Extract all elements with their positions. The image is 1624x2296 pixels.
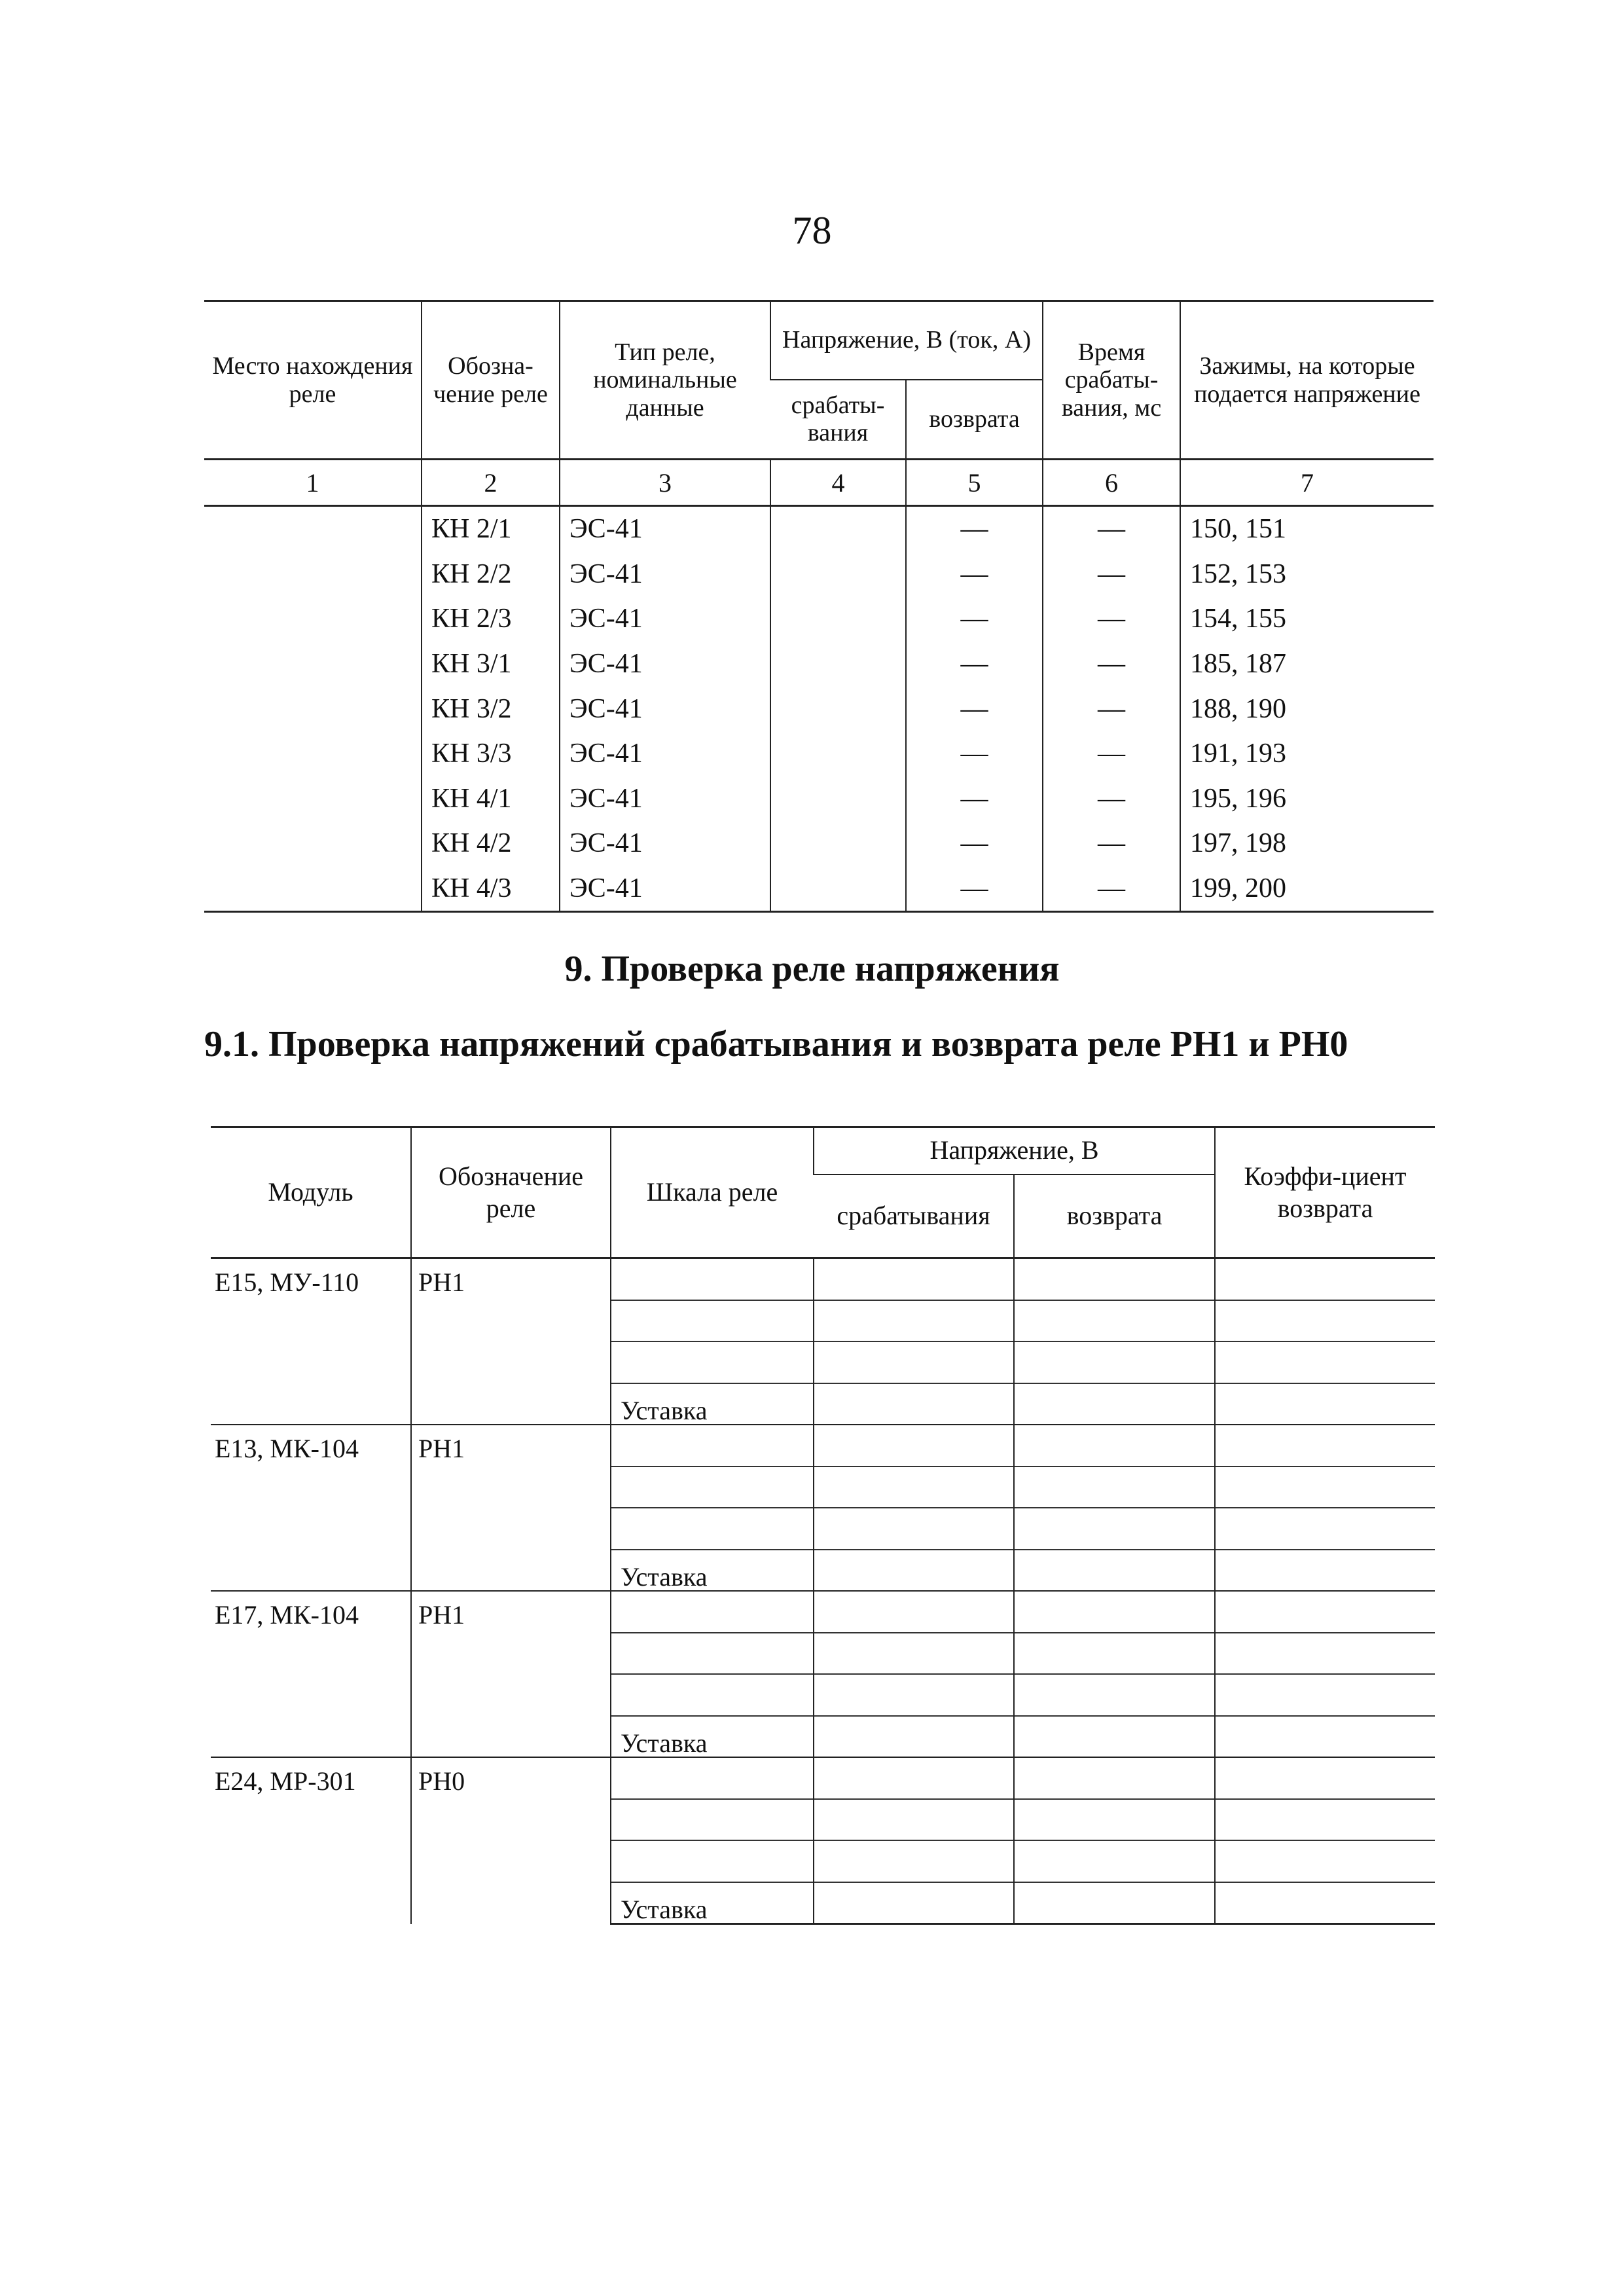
relay-type-cell: ЭС-41 xyxy=(560,686,770,731)
return-cell xyxy=(1014,1550,1215,1592)
header-terminals: Зажимы, на которые подается напряжение xyxy=(1180,301,1434,460)
return-cell xyxy=(1014,1840,1215,1882)
column-number: 7 xyxy=(1180,460,1434,506)
header-pickup: срабаты-вания xyxy=(770,380,906,460)
return-cell: — xyxy=(906,731,1043,776)
coefficient-cell xyxy=(1215,1300,1435,1342)
location-cell xyxy=(204,866,422,912)
pickup-cell xyxy=(814,1591,1014,1633)
designation-cell: КН 3/1 xyxy=(422,642,560,687)
designation-cell: КН 4/1 xyxy=(422,776,560,822)
pickup-cell xyxy=(814,1341,1014,1383)
return-cell xyxy=(1014,1425,1215,1467)
time-cell: — xyxy=(1043,776,1180,822)
coefficient-cell xyxy=(1215,1716,1435,1758)
pickup-cell xyxy=(814,1840,1014,1882)
pickup-cell xyxy=(814,1799,1014,1841)
column-number: 2 xyxy=(422,460,560,506)
scale-cell xyxy=(611,1300,814,1342)
header-designation: Обозначение реле xyxy=(411,1127,611,1258)
relay-designation-cell: РН1 xyxy=(411,1425,611,1591)
column-number: 5 xyxy=(906,460,1043,506)
module-cell: Е13, МК-104 xyxy=(211,1425,411,1591)
return-cell: — xyxy=(906,596,1043,642)
terminals-cell: 152, 153 xyxy=(1180,552,1434,597)
terminals-cell: 195, 196 xyxy=(1180,776,1434,822)
pickup-cell xyxy=(814,1882,1014,1924)
return-cell: — xyxy=(906,552,1043,597)
pickup-cell xyxy=(814,1508,1014,1550)
designation-cell: КН 2/2 xyxy=(422,552,560,597)
designation-cell: КН 3/3 xyxy=(422,731,560,776)
time-cell: — xyxy=(1043,552,1180,597)
setting-label: Уставка xyxy=(611,1550,814,1592)
pickup-cell xyxy=(770,731,906,776)
pickup-cell xyxy=(814,1550,1014,1592)
scale-cell xyxy=(611,1258,814,1300)
return-cell xyxy=(1014,1383,1215,1425)
table-row xyxy=(204,731,1434,776)
return-cell xyxy=(1014,1467,1215,1508)
relay-terminals-table xyxy=(204,300,1434,913)
form-row xyxy=(211,1258,1435,1300)
location-cell xyxy=(204,686,422,731)
coefficient-cell xyxy=(1215,1633,1435,1675)
pickup-cell xyxy=(814,1757,1014,1799)
location-cell xyxy=(204,776,422,822)
terminals-cell: 199, 200 xyxy=(1180,866,1434,912)
pickup-cell xyxy=(770,866,906,912)
header-voltage: Напряжение, В xyxy=(814,1127,1215,1175)
form-row xyxy=(211,1425,1435,1467)
location-cell xyxy=(204,642,422,687)
scale-cell xyxy=(611,1757,814,1799)
time-cell: — xyxy=(1043,642,1180,687)
time-cell: — xyxy=(1043,731,1180,776)
time-cell: — xyxy=(1043,596,1180,642)
scale-cell xyxy=(611,1799,814,1841)
pickup-cell xyxy=(770,642,906,687)
form-row xyxy=(211,1757,1435,1799)
coefficient-cell xyxy=(1215,1550,1435,1592)
scale-cell xyxy=(611,1674,814,1716)
subsection-title: 9.1. Проверка напряжений срабатывания и возврата реле РН1 и РН0 xyxy=(204,1024,1348,1065)
table-row xyxy=(204,686,1434,731)
return-cell xyxy=(1014,1258,1215,1300)
return-cell xyxy=(1014,1757,1215,1799)
coefficient-cell xyxy=(1215,1467,1435,1508)
coefficient-cell xyxy=(1215,1757,1435,1799)
coefficient-cell xyxy=(1215,1341,1435,1383)
pickup-cell xyxy=(770,552,906,597)
relay-type-cell: ЭС-41 xyxy=(560,552,770,597)
page-number: 78 xyxy=(792,209,832,252)
header-pickup: срабатывания xyxy=(814,1175,1014,1258)
header-location: Место нахождения реле xyxy=(204,301,422,460)
module-cell: Е24, МР-301 xyxy=(211,1757,411,1924)
pickup-cell xyxy=(770,821,906,866)
return-cell: — xyxy=(906,642,1043,687)
module-cell: Е17, МК-104 xyxy=(211,1591,411,1757)
pickup-cell xyxy=(770,506,906,552)
header-module: Модуль xyxy=(211,1127,411,1258)
time-cell: — xyxy=(1043,506,1180,552)
coefficient-cell xyxy=(1215,1674,1435,1716)
header-return: возврата xyxy=(1014,1175,1215,1258)
return-cell: — xyxy=(906,686,1043,731)
column-number: 1 xyxy=(204,460,422,506)
return-cell xyxy=(1014,1341,1215,1383)
location-cell xyxy=(204,552,422,597)
column-number: 4 xyxy=(770,460,906,506)
designation-cell: КН 2/1 xyxy=(422,506,560,552)
table-row xyxy=(204,506,1434,552)
coefficient-cell xyxy=(1215,1425,1435,1467)
terminals-cell: 185, 187 xyxy=(1180,642,1434,687)
location-cell xyxy=(204,821,422,866)
pickup-cell xyxy=(814,1716,1014,1758)
voltage-relay-check-table xyxy=(211,1126,1435,1925)
pickup-cell xyxy=(814,1467,1014,1508)
table-row xyxy=(204,642,1434,687)
pickup-cell xyxy=(770,596,906,642)
column-number-row xyxy=(204,460,1434,506)
setting-label: Уставка xyxy=(611,1882,814,1924)
return-cell xyxy=(1014,1674,1215,1716)
terminals-cell: 150, 151 xyxy=(1180,506,1434,552)
terminals-cell: 197, 198 xyxy=(1180,821,1434,866)
coefficient-cell xyxy=(1215,1508,1435,1550)
relay-type-cell: ЭС-41 xyxy=(560,731,770,776)
pickup-cell xyxy=(814,1300,1014,1342)
location-cell xyxy=(204,731,422,776)
relay-type-cell: ЭС-41 xyxy=(560,821,770,866)
time-cell: — xyxy=(1043,686,1180,731)
column-number: 6 xyxy=(1043,460,1180,506)
setting-label: Уставка xyxy=(611,1716,814,1758)
header-coefficient: Коэффи-циент возврата xyxy=(1215,1127,1435,1258)
designation-cell: КН 2/3 xyxy=(422,596,560,642)
return-cell xyxy=(1014,1300,1215,1342)
location-cell xyxy=(204,596,422,642)
scale-cell xyxy=(611,1425,814,1467)
header-relay-type: Тип реле, номинальные данные xyxy=(560,301,770,460)
pickup-cell xyxy=(814,1674,1014,1716)
relay-designation-cell: РН1 xyxy=(411,1591,611,1757)
header-time: Время срабаты-вания, мс xyxy=(1043,301,1180,460)
section-title: 9. Проверка реле напряжения xyxy=(564,949,1060,989)
coefficient-cell xyxy=(1215,1258,1435,1300)
return-cell xyxy=(1014,1591,1215,1633)
scale-cell xyxy=(611,1508,814,1550)
relay-designation-cell: РН1 xyxy=(411,1258,611,1425)
header-voltage: Напряжение, В (ток, А) xyxy=(770,301,1043,380)
scale-cell xyxy=(611,1591,814,1633)
relay-type-cell: ЭС-41 xyxy=(560,866,770,912)
designation-cell: КН 4/3 xyxy=(422,866,560,912)
return-cell xyxy=(1014,1633,1215,1675)
coefficient-cell xyxy=(1215,1882,1435,1924)
scale-cell xyxy=(611,1467,814,1508)
designation-cell: КН 4/2 xyxy=(422,821,560,866)
return-cell: — xyxy=(906,866,1043,912)
pickup-cell xyxy=(814,1425,1014,1467)
return-cell: — xyxy=(906,821,1043,866)
header-scale: Шкала реле xyxy=(611,1127,814,1258)
header-return: возврата xyxy=(906,380,1043,460)
relay-type-cell: ЭС-41 xyxy=(560,642,770,687)
relay-type-cell: ЭС-41 xyxy=(560,596,770,642)
return-cell xyxy=(1014,1716,1215,1758)
header-designation: Обозна-чение реле xyxy=(422,301,560,460)
return-cell: — xyxy=(906,776,1043,822)
terminals-cell: 191, 193 xyxy=(1180,731,1434,776)
column-number: 3 xyxy=(560,460,770,506)
pickup-cell xyxy=(770,686,906,731)
scale-cell xyxy=(611,1633,814,1675)
form-row xyxy=(211,1591,1435,1633)
return-cell xyxy=(1014,1799,1215,1841)
module-cell: Е15, МУ-110 xyxy=(215,1267,359,1297)
terminals-cell: 188, 190 xyxy=(1180,686,1434,731)
return-cell: — xyxy=(906,506,1043,552)
coefficient-cell xyxy=(1215,1383,1435,1425)
pickup-cell xyxy=(814,1383,1014,1425)
table-row xyxy=(204,776,1434,822)
return-cell xyxy=(1014,1882,1215,1924)
pickup-cell xyxy=(770,776,906,822)
terminals-cell: 154, 155 xyxy=(1180,596,1434,642)
table-row xyxy=(204,866,1434,912)
return-cell xyxy=(1014,1508,1215,1550)
scale-cell xyxy=(611,1341,814,1383)
location-cell xyxy=(204,506,422,552)
scale-cell xyxy=(611,1840,814,1882)
relay-type-cell: ЭС-41 xyxy=(560,506,770,552)
relay-type-cell: ЭС-41 xyxy=(560,776,770,822)
time-cell: — xyxy=(1043,821,1180,866)
table-row xyxy=(204,596,1434,642)
coefficient-cell xyxy=(1215,1840,1435,1882)
setting-label: Уставка xyxy=(611,1383,814,1425)
designation-cell: КН 3/2 xyxy=(422,686,560,731)
table-row xyxy=(204,552,1434,597)
table-row xyxy=(204,821,1434,866)
coefficient-cell xyxy=(1215,1799,1435,1841)
pickup-cell xyxy=(814,1258,1014,1300)
pickup-cell xyxy=(814,1633,1014,1675)
relay-designation-cell: РН0 xyxy=(411,1757,611,1924)
coefficient-cell xyxy=(1215,1591,1435,1633)
time-cell: — xyxy=(1043,866,1180,912)
